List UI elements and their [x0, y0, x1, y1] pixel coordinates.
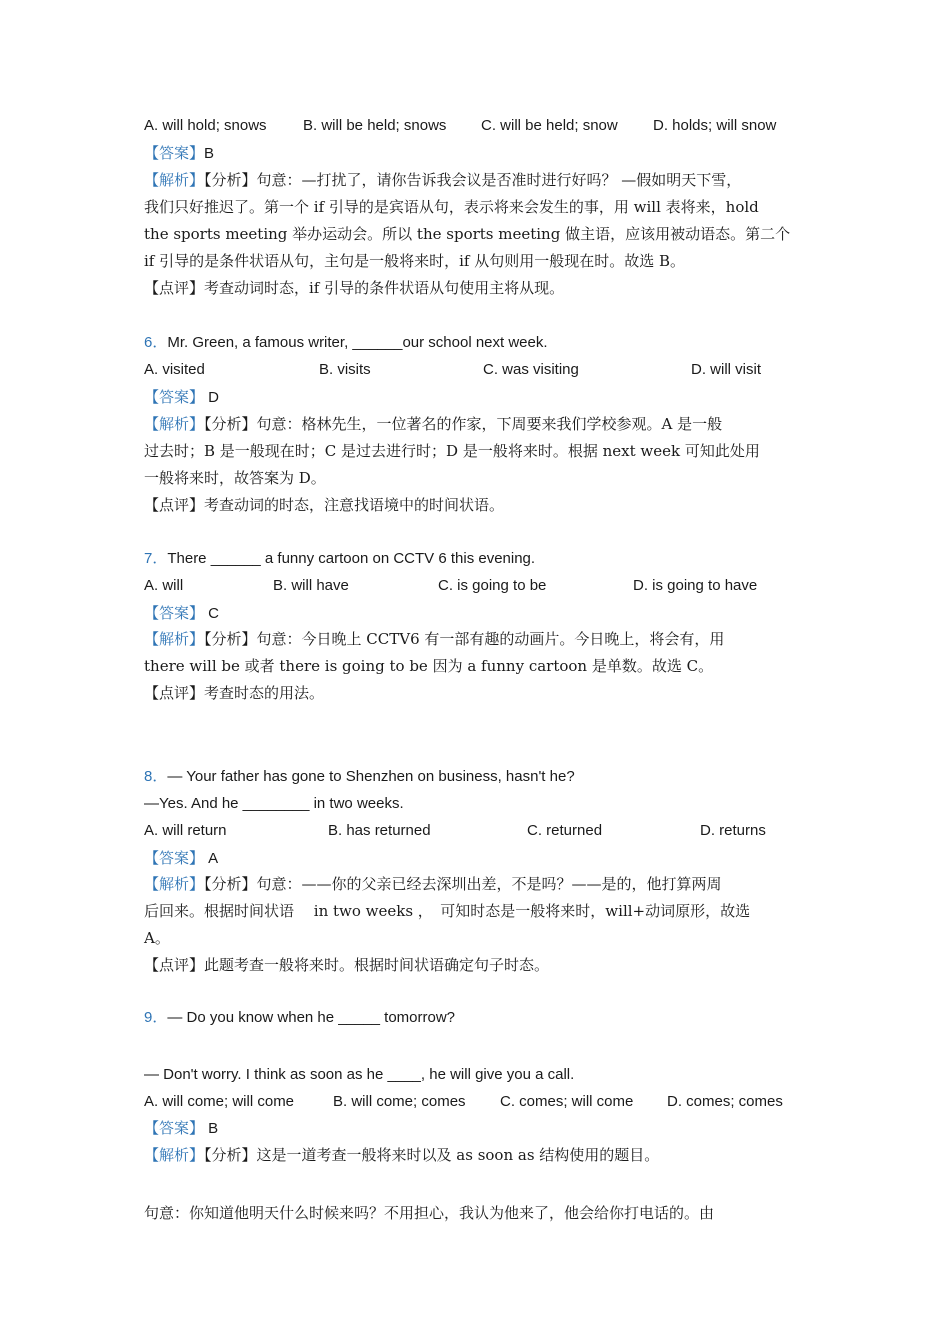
answer-tag: 【答案】: [144, 604, 205, 622]
answer-value: A: [204, 850, 219, 867]
q5-option-c: C. will be held; snow: [481, 117, 618, 134]
q5-comment: 【点评】考查动词时态，if 引导的条件状语从句使用主将从现。: [144, 279, 565, 297]
q8-stem: [144, 766, 575, 788]
q9-analysis-line-1: [144, 1144, 659, 1166]
q9-translation: 句意：你知道他明天什么时候来吗？不用担心，我认为他来了，他会给你打电话的。由: [144, 1204, 715, 1222]
question-text: There ______ a funny cartoon on CCTV 6 this evening.: [167, 550, 536, 567]
analysis-text: 【分析】句意：——你的父亲已经去深圳出差，不是吗？——是的，他打算两周: [204, 875, 722, 893]
question-text: — Do you know when he _____ tomorrow?: [167, 1009, 456, 1026]
q6-analysis-line-1: [144, 413, 722, 435]
answer-tag: 【答案】: [144, 388, 205, 406]
analysis-text: 【分析】句意：今日晚上 CCTV6 有一部有趣的动画片。今日晚上，将会有，用: [204, 630, 725, 648]
q8-analysis-line-2: 后回来。根据时间状语 in two weeks ， 可知时态是一般将来时，will+动词原形，故选: [144, 902, 751, 920]
question-number: 8．: [144, 768, 168, 785]
q6-analysis-line-3: 一般将来时，故答案为 D。: [144, 469, 326, 487]
q8-answer: [144, 847, 218, 870]
q6-option-c: C. was visiting: [483, 361, 579, 378]
q8-stem-2: —Yes. And he ________ in two weeks.: [144, 795, 404, 812]
q6-option-d: D. will visit: [691, 361, 761, 378]
analysis-tag: 【解析】: [144, 630, 205, 648]
q6-answer: [144, 386, 219, 409]
q5-analysis-line-1: [144, 169, 741, 191]
analysis-tag: 【解析】: [144, 415, 205, 433]
analysis-text: 【分析】句意：—打扰了，请你告诉我会议是否准时进行好吗？ —假如明天下雪，: [204, 171, 742, 189]
q5-analysis-line-2: 我们只好推迟了。第一个 if 引导的是宾语从句，表示将来会发生的事，用 will 表将来，hold: [144, 198, 759, 216]
q8-comment: 【点评】此题考查一般将来时。根据时间状语确定句子时态。: [144, 956, 550, 974]
answer-value: D: [204, 389, 220, 406]
question-number: 9．: [144, 1009, 168, 1026]
q6-option-b: B. visits: [319, 361, 371, 378]
q7-option-b: B. will have: [273, 577, 349, 594]
q8-analysis-line-3: A。: [144, 929, 170, 947]
question-text: — Your father has gone to Shenzhen on business, hasn't he?: [167, 768, 575, 785]
answer-value: B: [204, 145, 215, 162]
question-number: 7．: [144, 550, 168, 567]
answer-tag: 【答案】: [144, 1119, 205, 1137]
q5-analysis-line-4: if 引导的是条件状语从句，主句是一般将来时，if 从句则用一般现在时。故选 B。: [144, 252, 686, 270]
q5-option-d: D. holds; will snow: [653, 117, 777, 134]
q7-option-d: D. is going to have: [633, 577, 758, 594]
analysis-tag: 【解析】: [144, 875, 205, 893]
answer-tag: 【答案】: [144, 144, 205, 162]
answer-value: B: [204, 1120, 219, 1137]
q9-option-b: B. will come; comes: [333, 1093, 466, 1110]
q5-option-b: B. will be held; snows: [303, 117, 447, 134]
q9-answer: [144, 1117, 218, 1140]
analysis-tag: 【解析】: [144, 171, 205, 189]
answer-tag: 【答案】: [144, 849, 205, 867]
q9-option-c: C. comes; will come: [500, 1093, 634, 1110]
q8-option-d: D. returns: [700, 822, 766, 839]
q6-option-a: A. visited: [144, 361, 205, 378]
question-number: 6．: [144, 334, 168, 351]
q7-analysis-line-2: there will be 或者 there is going to be 因为 a funny cartoon 是单数。故选 C。: [144, 657, 714, 675]
analysis-text: 【分析】这是一道考查一般将来时以及 as soon as 结构使用的题目。: [204, 1146, 660, 1164]
q7-stem: [144, 548, 535, 570]
q7-option-c: C. is going to be: [438, 577, 547, 594]
analysis-tag: 【解析】: [144, 1146, 205, 1164]
q8-option-a: A. will return: [144, 822, 227, 839]
question-text: Mr. Green, a famous writer, ______our school next week.: [167, 334, 548, 351]
q9-stem: [144, 1007, 455, 1029]
q8-option-b: B. has returned: [328, 822, 431, 839]
q5-option-a: A. will hold; snows: [144, 117, 267, 134]
q5-analysis-line-3: the sports meeting 举办运动会。所以 the sports meeting 做主语，应该用被动语态。第二个: [144, 225, 791, 243]
q8-analysis-line-1: [144, 873, 722, 895]
q9-option-a: A. will come; will come: [144, 1093, 295, 1110]
q9-option-d: D. comes; comes: [667, 1093, 783, 1110]
analysis-text: 【分析】句意：格林先生，一位著名的作家，下周要来我们学校参观。A 是一般: [204, 415, 723, 433]
q7-answer: [144, 602, 219, 625]
q6-comment: 【点评】考查动词的时态，注意找语境中的时间状语。: [144, 496, 505, 514]
answer-value: C: [204, 605, 220, 622]
q8-option-c: C. returned: [527, 822, 603, 839]
q6-stem: [144, 332, 548, 354]
q5-answer: [144, 142, 214, 165]
q7-option-a: A. will: [144, 577, 184, 594]
q7-analysis-line-1: [144, 628, 724, 650]
q9-stem-2: — Don't worry. I think as soon as he ____, he will give you a call.: [144, 1066, 575, 1083]
q6-analysis-line-2: 过去时；B 是一般现在时；C 是过去进行时；D 是一般将来时。根据 next week 可知此处用: [144, 442, 760, 460]
q7-comment: 【点评】考查时态的用法。: [144, 684, 325, 702]
